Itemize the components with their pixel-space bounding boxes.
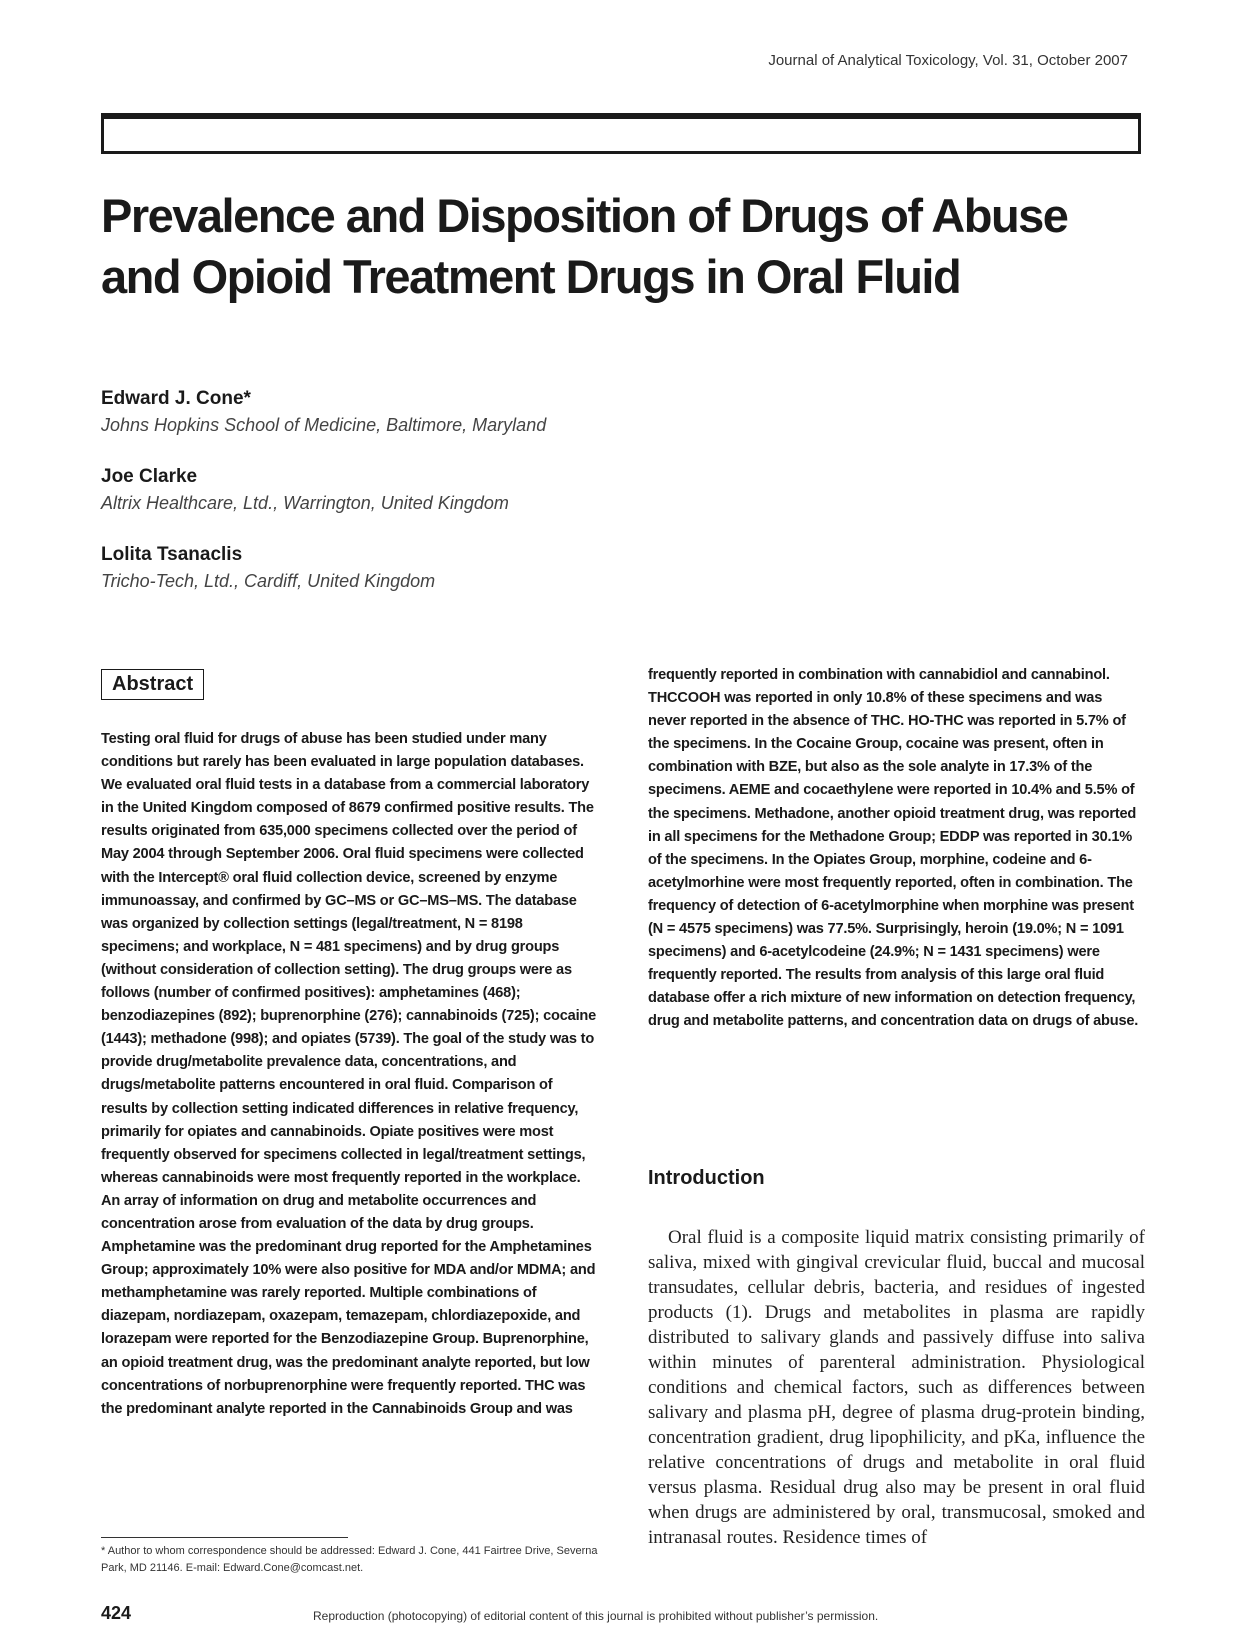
author-affiliation: Altrix Healthcare, Ltd., Warrington, United Kingdom <box>101 493 509 513</box>
page-number: 424 <box>101 1603 132 1623</box>
author-name: Joe Clarke <box>101 466 198 487</box>
author-affiliation: Tricho-Tech, Ltd., Cardiff, United Kingdom <box>101 571 436 591</box>
article-title: Prevalence and Disposition of Drugs of Abuse and Opioid Treatment Drugs in Oral Fluid <box>101 189 1068 303</box>
author <box>101 464 801 516</box>
footnote-rule <box>101 1537 348 1538</box>
author-name: Edward J. Cone* <box>101 388 251 409</box>
author <box>101 386 801 438</box>
author-list <box>101 386 801 620</box>
abstract-text-right: frequently reported in combination with cannabidiol and cannabinol. THCCOOH was reported in only 10.8% of these specimens and was never reported in the absence of THC. HO-THC was reported in 5.7% of the specimens. In the Cocaine Group, cocaine was present, often in combination with BZE, but also as the sole analyte in 17.3% of the specimens. AEME and cocaethylene were reported in 10.4% and 5.5% of the specimens. Methadone, another opioid treatment drug, was reported in all specimens for the Methadone Group; EDDP was reported in 30.1% of the specimens. In the Opiates Group, morphine, codeine and 6-acetylmorhine were most frequently reported, often in combination. The frequency of detection of 6-acetylmorphine when morphine was present (N = 4575 specimens) was 77.5%. Surprisingly, heroin (19.0%; N = 1091 specimens) and 6-acetylcodeine (24.9%; N = 1431 specimens) were frequently reported. The results from analysis of this large oral fluid database offer a rich mixture of new information on detection frequency, drug and metabolite patterns, and concentration data on drugs of abuse. <box>648 667 1139 1030</box>
introduction-body: Oral fluid is a composite liquid matrix consisting primarily of saliva, mixed with gingival crevicular fluid, buccal and mucosal transudates, cellular debris, bacteria, and residues of ingested products (1). Drugs and metabolites in plasma are rapidly distributed to salivary glands and passively diffuse into saliva within minutes of parenteral administration. Physiological conditions and chemical factors, such as differences between salivary and plasma pH, degree of plasma drug-protein binding, concentration gradient, drug lipophilicity, and pKa, influence the relative concentrations of drugs and metabolite in oral fluid versus plasma. Residual drug also may be present in oral fluid when drugs are administered by oral, transmucosal, smoked and intranasal routes. Residence times of <box>648 1227 1145 1548</box>
author-affiliation: Johns Hopkins School of Medicine, Baltimore, Maryland <box>101 415 547 435</box>
author <box>101 542 801 594</box>
journal-header: Journal of Analytical Toxicology, Vol. 31, October 2007 <box>768 52 1128 69</box>
abstract-heading: Abstract <box>101 669 204 700</box>
abstract-text-left: Testing oral fluid for drugs of abuse has been studied under many conditions but rarely has been evaluated in large population databases. We evaluated oral fluid tests in a database from a commercial laboratory in the United Kingdom composed of 8679 confirmed positive results. The results originated from 635,000 specimens collected over the period of May 2004 through September 2006. Oral fluid specimens were collected with the Intercept® oral fluid collection device, screened by enzyme immunoassay, and confirmed by GC–MS or GC–MS–MS. The database was organized by collection settings (legal/treatment, N = 8198 specimens; and workplace, N = 481 specimens) and by drug groups (without consideration of collection setting). The drug groups were as follows (number of confirmed positives): amphetamines (468); benzodiazepines (892); buprenorphine (276); cannabinoids (725); cocaine (1443); methadone (998); and opiates (5739). The goal of the study was to provide drug/metabolite prevalence data, concentrations, and drugs/metabolite patterns encountered in oral fluid. Comparison of results by collection setting indicated differences in relative frequency, primarily for opiates and cannabinoids. Opiate positives were most frequently observed for specimens collected in legal/treatment settings, whereas cannabinoids were most frequently reported in the workplace. An array of information on drug and metabolite occurrences and concentration arose from evaluation of the data by drug groups. Amphetamine was the predominant drug reported for the Amphetamines Group; approximately 10% were also positive for MDA and/or MDMA; and methamphetamine was rarely reported. Multiple combinations of diazepam, nordiazepam, oxazepam, temazepam, chlordiazepoxide, and lorazepam were reported for the Benzodiazepine Group. Buprenorphine, an opioid treatment drug, was the predominant analyte reported, but low concentrations of norbuprenorphine were frequently reported. THC was the predominant analyte reported in the Cannabinoids Group and was <box>101 731 597 1417</box>
author-name: Lolita Tsanaclis <box>101 544 243 565</box>
introduction-heading: Introduction <box>648 1167 765 1189</box>
correspondence-footnote: * Author to whom correspondence should be addressed: Edward J. Cone, 441 Fairtree Drive, Severna Park, MD 21146. E-mail: Edward.Cone@comcast.net. <box>101 1545 598 1574</box>
title-rule-box <box>101 113 1141 154</box>
reproduction-notice: Reproduction (photocopying) of editorial content of this journal is prohibited without publisher’s permission. <box>313 1609 879 1623</box>
